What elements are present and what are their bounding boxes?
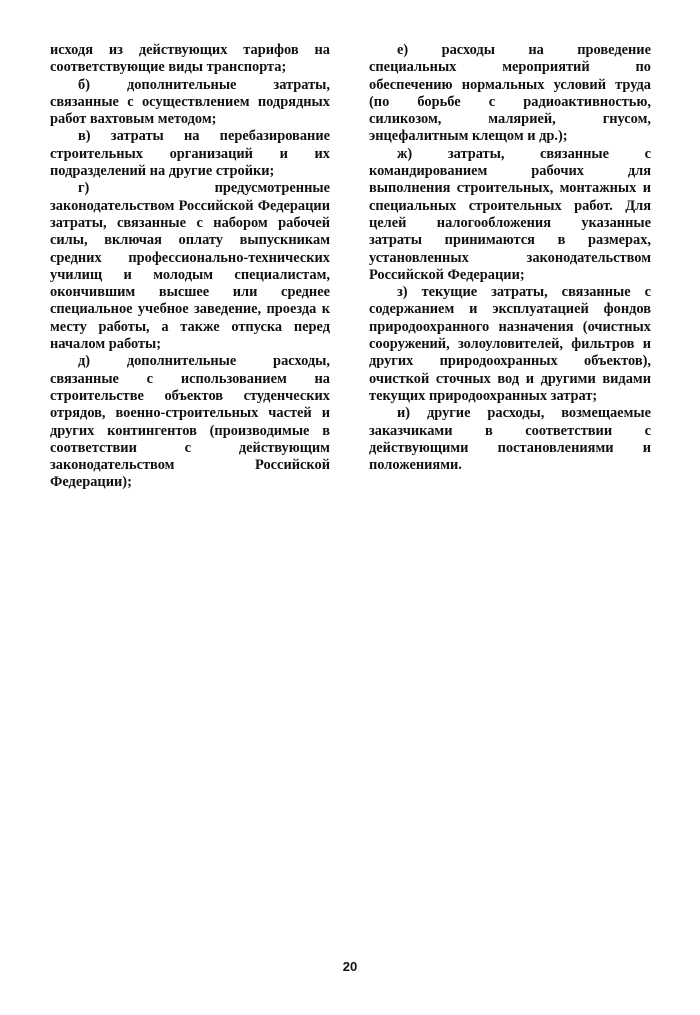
paragraph-item-zh: ж) затраты, связанные с командированием рабочих для выполнения строительных, монтажных и специальных строительных работ. Для целей налогообложения указанные затраты принимаются в размерах, установленных законодательством Российской Федерации;	[369, 145, 651, 283]
paragraph-item-z: з) текущие затраты, связанные с содержанием и эксплуатацией фондов природоохранного назначения (очистных сооружений, золоуловителей, фильтров и других природоохранных объектов), очисткой сточных вод и другими видами текущих природоохранных затрат;	[369, 284, 651, 404]
left-text-column	[50, 42, 330, 492]
paragraph-item-b: б) дополнительные затраты, связанные с осуществлением подрядных работ вахтовым методом;	[50, 76, 330, 128]
paragraph-item-e: е) расходы на проведение специальных мероприятий по обеспечению нормальных условий труда (по борьбе с радиоактивностью, силикозом, малярией, гнусом, энцефалитным клещом и др.);	[369, 42, 651, 145]
paragraph-item-i: и) другие расходы, возмещаемые заказчиками в соответствии с действующими постановлениями и положениями.	[369, 405, 651, 474]
paragraph-item-g: г) предусмотренные законодательством Российской Федерации затраты, связанные с набором рабочей силы, включая оплату выпускникам средних профессионально-технических училищ и молодым специалистам, окончившим высшее или среднее специальное учебное заведение, проезда к месту работы, а также отпуска перед началом работы;	[50, 180, 330, 353]
paragraph-transport-tariffs: исходя из действующих тарифов на соответствующие виды транспорта;	[50, 42, 330, 76]
paragraph-item-d: д) дополнительные расходы, связанные с использованием на строительстве объектов студенческих отрядов, военно-строительных частей и других контингентов (производимые в соответствии с действующим законодательством Российской Федерации);	[50, 353, 330, 491]
paragraph-item-v: в) затраты на перебазирование строительных организаций и их подразделений на другие стройки;	[50, 128, 330, 180]
page-number: 20	[342, 959, 358, 974]
right-text-column	[369, 42, 651, 474]
